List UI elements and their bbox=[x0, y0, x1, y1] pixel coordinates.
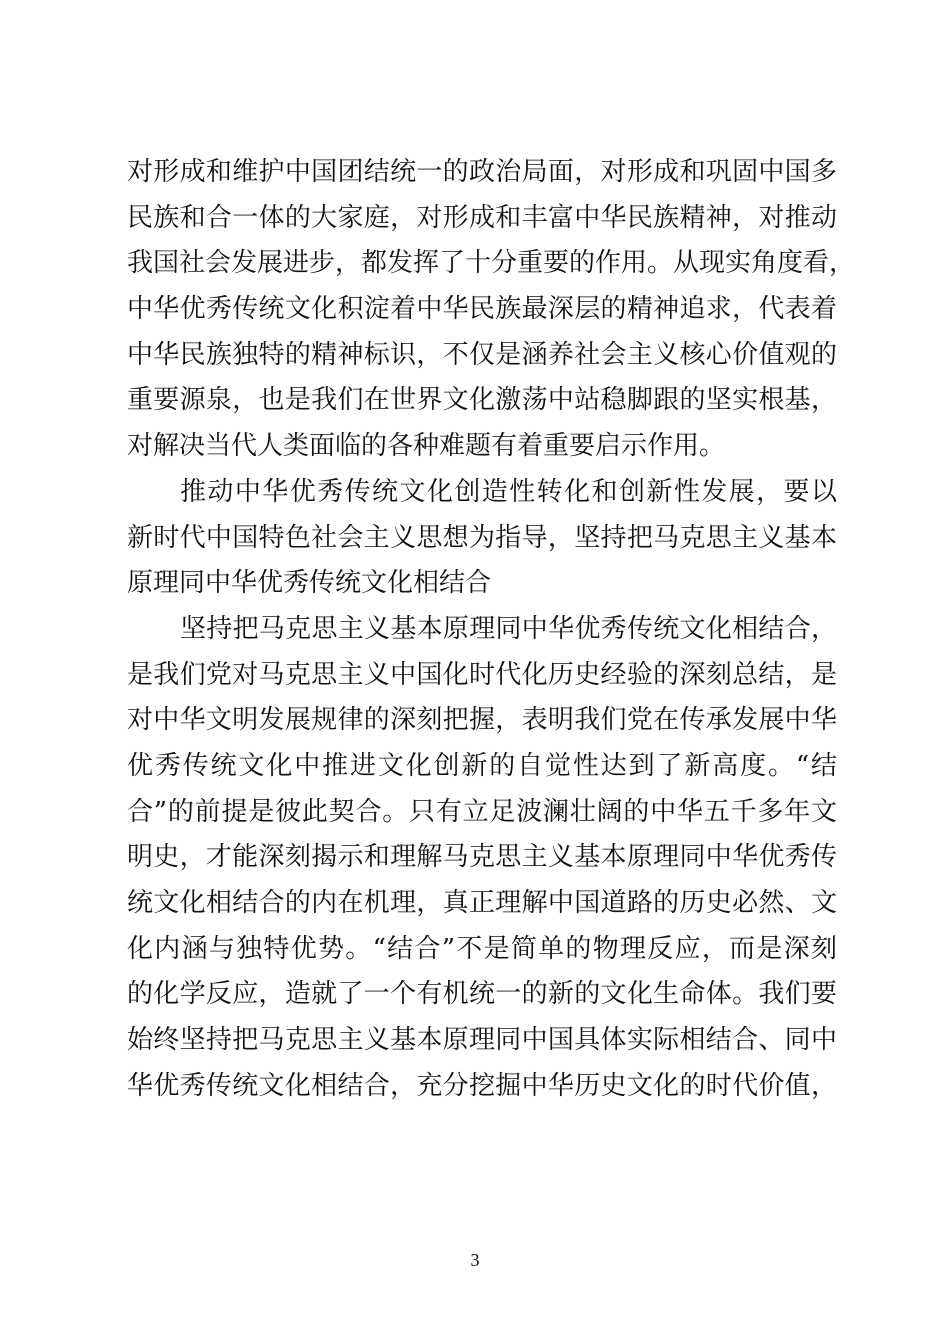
text-line: 明史，才能深刻揭示和理解马克思主义基本原理同中华优秀传 bbox=[127, 842, 837, 873]
text-line: 新时代中国特色社会主义思想为指导，坚持把马克思主义基本 bbox=[127, 522, 837, 553]
body-text bbox=[127, 150, 856, 1109]
text-line: 民族和合一体的大家庭，对形成和丰富中华民族精神，对推动 bbox=[127, 202, 837, 233]
text-line: 原理同中华优秀传统文化相结合 bbox=[127, 568, 492, 599]
text-line: 华优秀传统文化相结合，充分挖掘中华历史文化的时代价值， bbox=[127, 1070, 837, 1101]
text-line: 对中华文明发展规律的深刻把握，表明我们党在传承发展中华 bbox=[127, 705, 837, 736]
text-line: 是我们党对马克思主义中国化时代化历史经验的深刻总结，是 bbox=[127, 659, 837, 690]
text-line: 化内涵与独特优势。“结合”不是简单的物理反应，而是深刻 bbox=[127, 933, 837, 964]
text-line: 我国社会发展进步，都发挥了十分重要的作用。从现实角度看， bbox=[127, 248, 856, 279]
text-line: 对形成和维护中国团结统一的政治局面，对形成和巩固中国多 bbox=[127, 157, 837, 187]
text-line: 推动中华优秀传统文化创造性转化和创新性发展，要以 bbox=[180, 476, 837, 507]
page-number: 3 bbox=[470, 1250, 480, 1270]
text-line: 坚持把马克思主义基本原理同中华优秀传统文化相结合， bbox=[180, 613, 837, 644]
text-line: 中华优秀传统文化积淀着中华民族最深层的精神追求，代表着 bbox=[127, 294, 837, 325]
text-line: 合”的前提是彼此契合。只有立足波澜壮阔的中华五千多年文 bbox=[127, 796, 837, 827]
text-line: 的化学反应，造就了一个有机统一的新的文化生命体。我们要 bbox=[127, 979, 837, 1010]
text-line: 重要源泉，也是我们在世界文化激荡中站稳脚跟的坚实根基， bbox=[127, 385, 837, 416]
text-line: 中华民族独特的精神标识，不仅是涵养社会主义核心价值观的 bbox=[127, 339, 837, 370]
text-line: 始终坚持把马克思主义基本原理同中国具体实际相结合、同中 bbox=[127, 1025, 837, 1056]
text-line: 统文化相结合的内在机理，真正理解中国道路的历史必然、文 bbox=[127, 888, 837, 918]
text-line: 对解决当代人类面临的各种难题有着重要启示作用。 bbox=[127, 431, 726, 462]
text-line: 优秀传统文化中推进文化创新的自觉性达到了新高度。“结 bbox=[127, 750, 837, 781]
